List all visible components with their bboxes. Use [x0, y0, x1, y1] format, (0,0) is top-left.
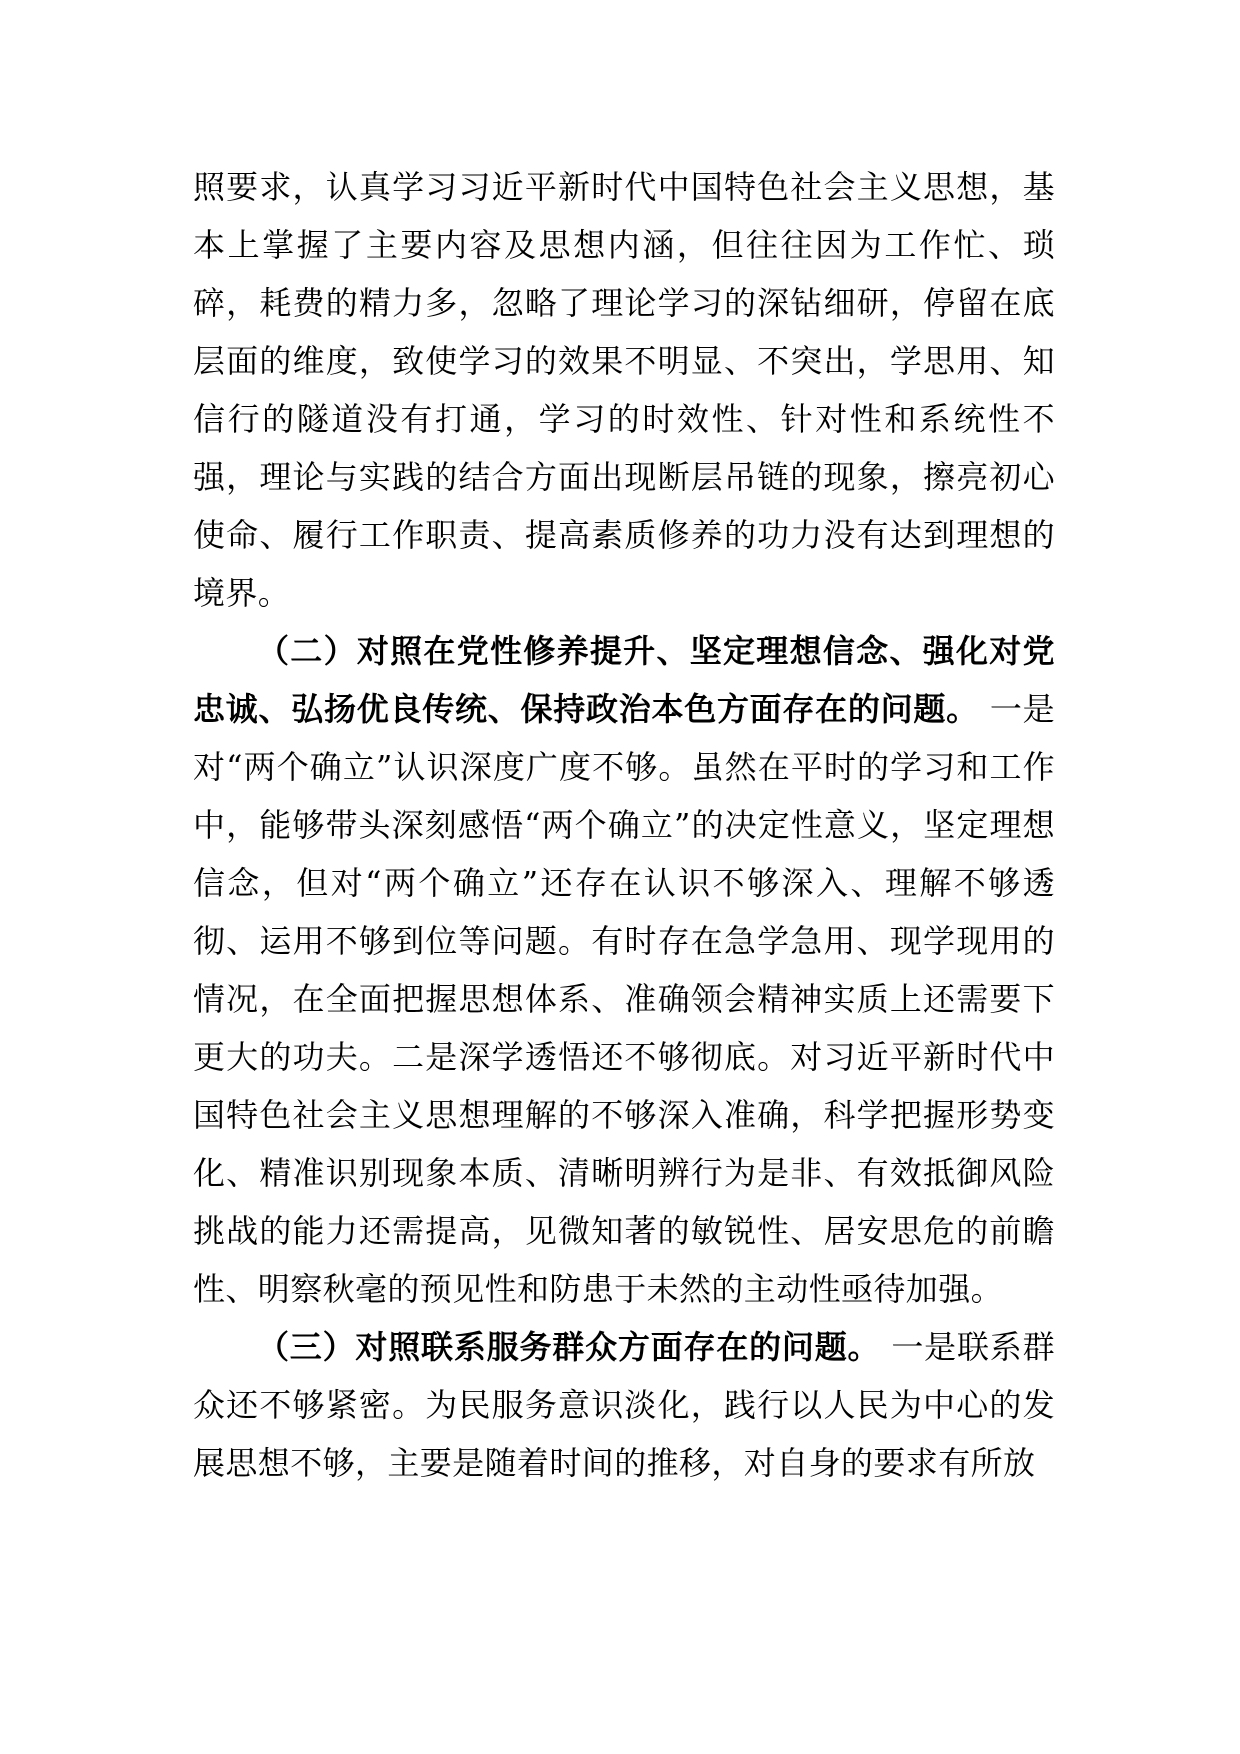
lead-phrase: 一是: [989, 690, 1055, 728]
paragraph-section-3: [193, 1318, 1055, 1492]
paragraph-section-2: [193, 622, 1055, 1318]
paragraph-text: 照要求，认真学习习近平新时代中国特色社会主义思想，基本上掌握了主要内容及思想内涵，但往往因为工作忙、琐碎，耗费的精力多，忽略了理论学习的深钻细研，停留在底层面的维度，致使学习的效果不明显、不突出，学思用、知信行的隧道没有打通，学习的时效性、针对性和系统性不强，理论与实践的结合方面出现断层吊链的现象，擦亮初心使命、履行工作职责、提高素质修养的功力没有达到理想的境界。: [193, 168, 1055, 612]
paragraph-text: 对“两个确立”认识深度广度不够。虽然在平时的学习和工作中，能够带头深刻感悟“两个确立”的决定性意义，坚定理想信念，但对“两个确立”还存在认识不够深入、理解不够透彻、运用不够到位等问题。有时存在急学急用、现学现用的情况，在全面把握思想体系、准确领会精神实质上还需要下更大的功夫。二是深学透悟还不够彻底。对习近平新时代中国特色社会主义思想理解的不够深入准确，科学把握形势变化、精准识别现象本质、清晰明辨行为是非、有效抵御风险挑战的能力还需提高，见微知著的敏锐性、居安思危的前瞻性、明察秋毫的预见性和防患于未然的主动性亟待加强。: [193, 748, 1055, 1308]
section-heading: （二）对照在党性修养提升、坚定理想信念、强化对党忠诚、弘扬优良传统、保持政治本色方面存在的问题。: [193, 632, 1055, 728]
lead-phrase: 一是: [891, 1328, 957, 1366]
paragraph-text: 联系群众还不够紧密。为民服务意识淡化，践行以人民为中心的发展思想不够，主要是随着时间的推移，对自身的要求有所放: [193, 1328, 1055, 1482]
section-heading: （三）对照联系服务群众方面存在的问题。: [257, 1328, 881, 1366]
document-body: [193, 158, 1055, 1492]
paragraph-continuation: [193, 158, 1055, 622]
